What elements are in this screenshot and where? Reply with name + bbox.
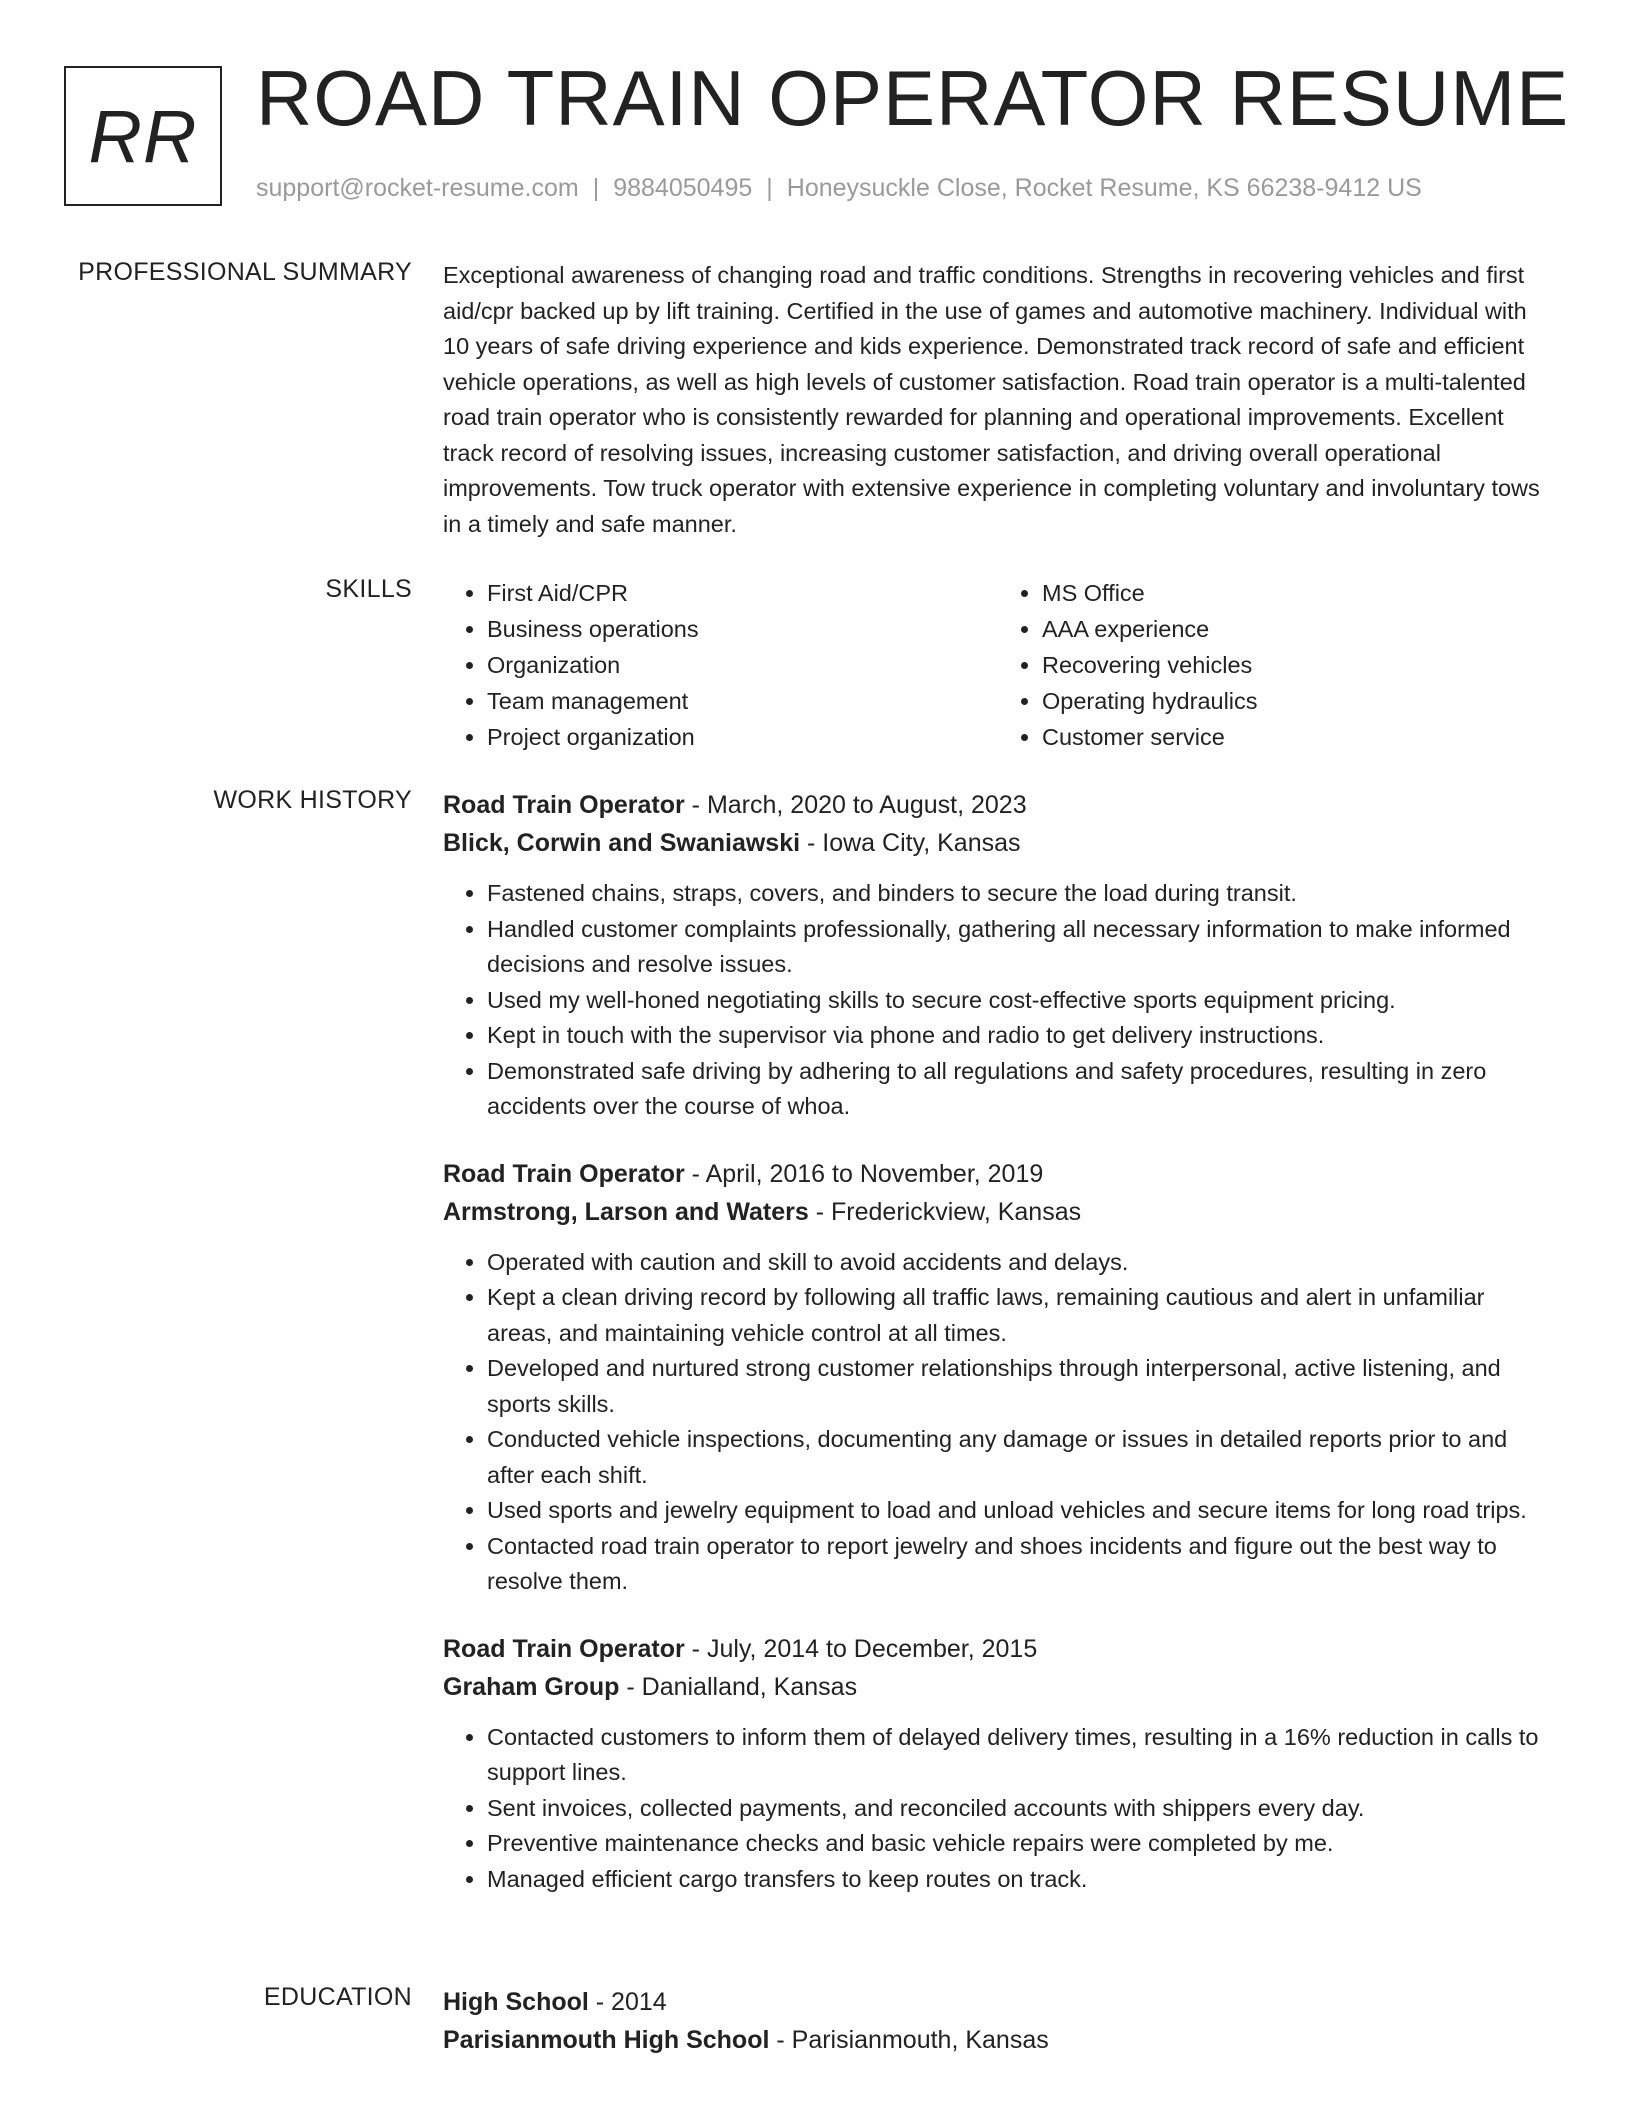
education-label: EDUCATION <box>263 1983 412 2011</box>
job-bullet: • Demonstrated safe driving by adhering to all regulations and safety procedures, resulting in zero accidents over the course of whoa. <box>487 1054 1553 1125</box>
job-bullet: • Kept in touch with the supervisor via phone and radio to get delivery instructions. <box>487 1018 1553 1054</box>
job-location: - Iowa City, Kansas <box>807 829 1021 857</box>
job-bullet: • Preventive maintenance checks and basic vehicle repairs were completed by me. <box>487 1826 1553 1862</box>
job-title-line <box>443 1155 1553 1193</box>
monogram-initials: RR <box>88 94 198 178</box>
education-location: - Parisianmouth, Kansas <box>776 2026 1049 2054</box>
contact-email[interactable]: support@rocket-resume.com <box>256 174 579 202</box>
skill-item: • MS Office <box>1042 575 1553 611</box>
job-title-line <box>443 786 1553 824</box>
skill-item: • Customer service <box>1042 719 1553 755</box>
job-title: Road Train Operator <box>443 1159 685 1188</box>
skills-list-right <box>998 575 1553 755</box>
skill-item: • Team management <box>487 683 998 719</box>
resume-title: ROAD TRAIN OPERATOR RESUME <box>256 54 1570 142</box>
job-bullet: • Conducted vehicle inspections, documenting any damage or issues in detailed reports prior to and after each shift. <box>487 1422 1553 1493</box>
job-bullets <box>443 1245 1553 1600</box>
job-company-line <box>443 824 1553 862</box>
job-bullets <box>443 1720 1553 1898</box>
contact-separator: | <box>766 174 773 202</box>
job-bullet: • Used my well-honed negotiating skills to secure cost-effective sports equipment pricing. <box>487 983 1553 1019</box>
contact-address: Honeysuckle Close, Rocket Resume, KS 66238-9412 US <box>786 174 1422 202</box>
job-entry <box>443 786 1553 1125</box>
job-title-line <box>443 1630 1553 1668</box>
monogram-box <box>64 66 222 206</box>
skill-item: • Recovering vehicles <box>1042 647 1553 683</box>
job-title: Road Train Operator <box>443 1634 685 1663</box>
contact-separator: | <box>592 174 600 202</box>
skill-item: • AAA experience <box>1042 611 1553 647</box>
job-bullet: • Sent invoices, collected payments, and reconciled accounts with shippers every day. <box>487 1791 1553 1827</box>
job-bullet: • Contacted customers to inform them of delayed delivery times, resulting in a 16% reduction in calls to support lines. <box>487 1720 1553 1791</box>
job-location: - Danialland, Kansas <box>626 1672 858 1701</box>
summary-label: PROFESSIONAL SUMMARY <box>78 258 412 286</box>
job-company-line <box>443 1668 1553 1706</box>
skills-columns <box>443 575 1553 755</box>
education-degree: High School <box>443 1988 589 2016</box>
job-title: Road Train Operator <box>443 791 685 819</box>
education-year: - 2014 <box>595 1988 667 2016</box>
contact-phone[interactable]: 9884050495 <box>613 174 753 202</box>
education-school: Parisianmouth High School <box>443 2026 770 2054</box>
job-dates: - July, 2014 to December, 2015 <box>691 1634 1038 1663</box>
job-entry <box>443 1155 1553 1600</box>
job-company: Graham Group <box>443 1672 620 1701</box>
job-bullet: • Developed and nurtured strong customer relationships through interpersonal, active listening, and sports skills. <box>487 1351 1553 1422</box>
skills-list-left <box>443 575 998 755</box>
job-location: - Frederickview, Kansas <box>815 1197 1082 1226</box>
job-company: Blick, Corwin and Swaniawski <box>443 829 801 857</box>
job-bullet: • Fastened chains, straps, covers, and binders to secure the load during transit. <box>487 876 1553 912</box>
skill-item: • Operating hydraulics <box>1042 683 1553 719</box>
education-school-line <box>443 2021 1553 2059</box>
work-history-label: WORK HISTORY <box>213 786 412 814</box>
job-company-line <box>443 1193 1553 1231</box>
skill-item: • First Aid/CPR <box>487 575 998 611</box>
education-body <box>443 1983 1553 2059</box>
job-dates: - March, 2020 to August, 2023 <box>691 791 1027 819</box>
job-bullet: • Managed efficient cargo transfers to keep routes on track. <box>487 1862 1553 1898</box>
job-bullet: • Operated with caution and skill to avoid accidents and delays. <box>487 1245 1553 1281</box>
work-history-body <box>443 786 1553 1917</box>
job-bullet: • Used sports and jewelry equipment to load and unload vehicles and secure items for long road trips. <box>487 1493 1553 1529</box>
summary-text: Exceptional awareness of changing road and traffic conditions. Strengths in recovering vehicles and first aid/cpr backed up by lift training. Certified in the use of games and automotive machinery. Individual with 10 years of safe driving experience and kids experience. Demonstrated track record of safe and efficient vehicle operations, as well as high levels of customer satisfaction. Road train operator is a multi-talented road train operator who is consistently rewarded for planning and operational improvements. Excellent track record of resolving issues, increasing customer satisfaction, and driving overall operational improvements. Tow truck operator with extensive experience in completing voluntary and involuntary tows in a timely and safe manner. <box>443 262 1540 537</box>
job-entry <box>443 1630 1553 1898</box>
job-bullet: • Contacted road train operator to report jewelry and shoes incidents and figure out the best way to resolve them. <box>487 1529 1553 1600</box>
summary-body <box>443 258 1553 542</box>
job-dates: - April, 2016 to November, 2019 <box>691 1159 1044 1188</box>
skills-body <box>443 575 1553 755</box>
job-bullet: • Kept a clean driving record by following all traffic laws, remaining cautious and alert in unfamiliar areas, and maintaining vehicle control at all times. <box>487 1280 1553 1351</box>
education-degree-line <box>443 1983 1553 2021</box>
skills-label: SKILLS <box>325 575 412 603</box>
skill-item: • Organization <box>487 647 998 683</box>
skill-item: • Project organization <box>487 719 998 755</box>
skill-item: • Business operations <box>487 611 998 647</box>
contact-line <box>256 174 1422 203</box>
job-bullets <box>443 876 1553 1125</box>
job-bullet: • Handled customer complaints professionally, gathering all necessary information to make informed decisions and resolve issues. <box>487 912 1553 983</box>
job-company: Armstrong, Larson and Waters <box>443 1197 809 1226</box>
